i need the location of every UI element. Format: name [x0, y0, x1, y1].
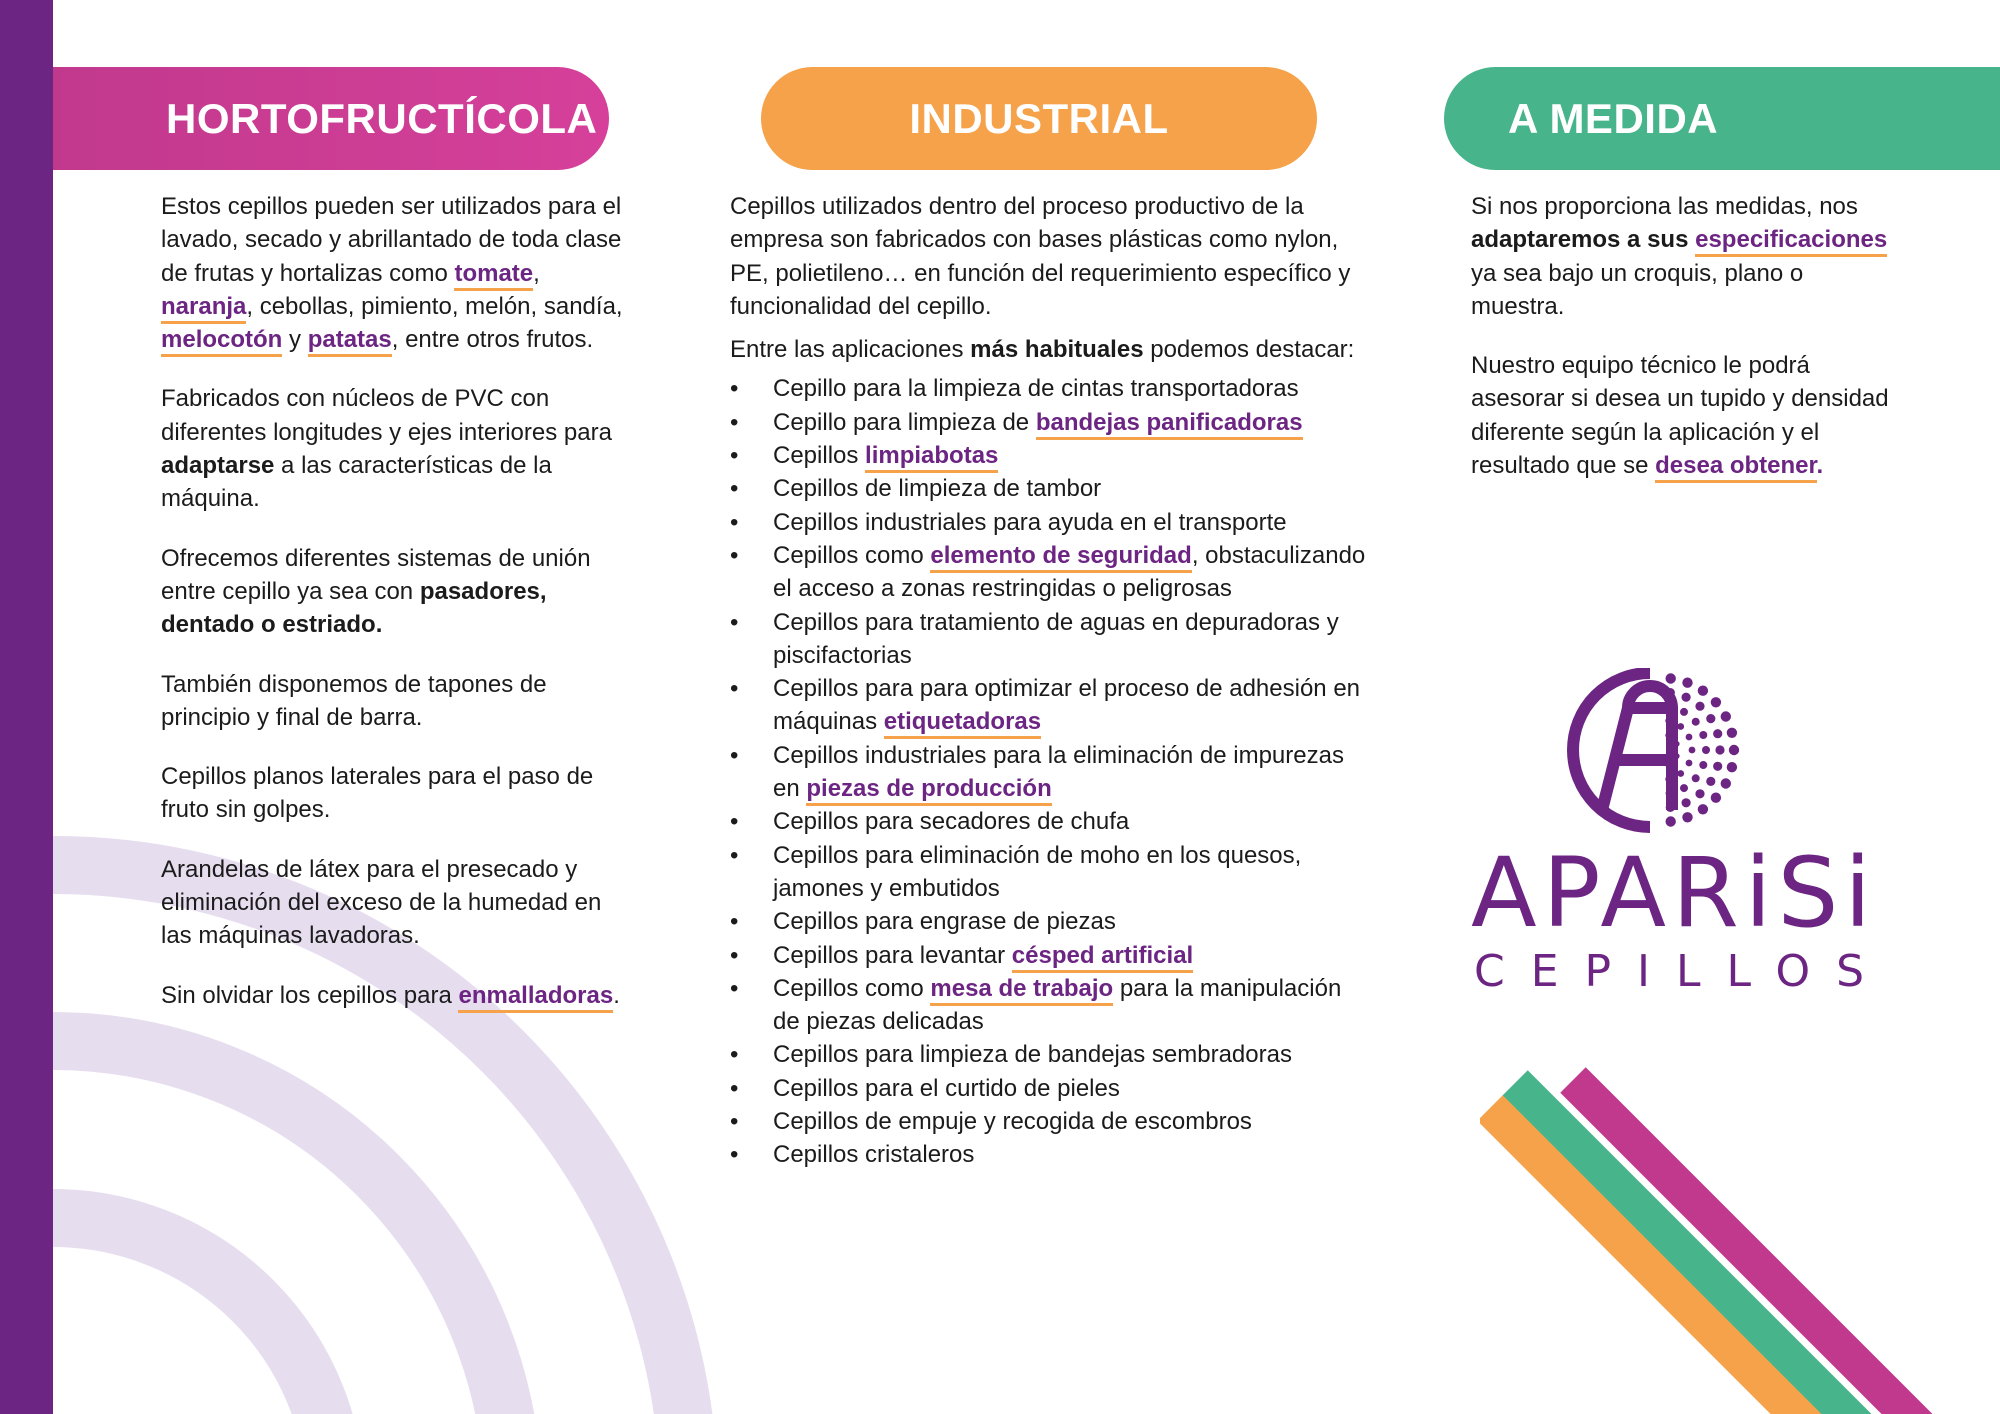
text: , obstaculizando el acceso a zonas restringidas o peligrosas [773, 541, 1366, 603]
highlight-naranja: naranja [161, 293, 246, 324]
text: Sin olvidar los cepillos para [161, 981, 459, 1009]
list-item [730, 672, 1370, 739]
paragraph-enmalladoras [161, 979, 631, 1012]
logo-dot [1715, 745, 1724, 754]
logo-dot [1695, 789, 1704, 798]
highlight-piezas-de-produccion: piezas de producción [806, 775, 1051, 806]
paragraph-usos [161, 190, 631, 356]
list-item: • Cepillos de empuje y recogida de escombros [730, 1105, 1370, 1138]
logo-dot [1665, 717, 1672, 724]
highlight-mesa-de-trabajo: mesa de trabajo [930, 975, 1113, 1006]
logo-dot [1729, 745, 1739, 755]
logo-dot [1682, 798, 1691, 807]
paragraph-fabricados [161, 382, 631, 515]
list-item: • Cepillo para la limpieza de cintas transportadoras [730, 372, 1370, 405]
highlight-enmalladoras: enmalladoras [458, 982, 613, 1013]
header-a-medida [1444, 67, 2000, 170]
list-item: • Cepillos para limpieza de bandejas sembradoras [730, 1038, 1370, 1071]
logo-dot [1711, 793, 1721, 803]
highlight-bandejas-panificadoras: bandejas panificadoras [1036, 409, 1303, 440]
logo-dot [1666, 803, 1675, 812]
text: podemos destacar: [1143, 336, 1355, 364]
list-item: • Cepillos para eliminación de moho en los quesos, jamones y embutidos [730, 839, 1370, 906]
header-industrial [761, 67, 1317, 170]
logo-dot [1699, 731, 1707, 739]
highlight-tomate: tomate [454, 260, 533, 291]
logo-dot [1686, 760, 1693, 767]
bold-adaptaremos: adaptaremos a sus [1471, 226, 1689, 254]
logo-dot [1666, 816, 1676, 826]
text: Si nos proporciona las medidas, nos [1471, 193, 1858, 220]
list-item [730, 406, 1370, 439]
logo-dot [1680, 708, 1688, 716]
text: . [1816, 452, 1824, 480]
letter-a-dotted-circle-icon [1460, 668, 1860, 833]
logo-dot [1682, 693, 1691, 702]
list-item: • Cepillos de limpieza de tambor [730, 472, 1370, 505]
text: Estos cepillos pueden ser utilizados para el lavado, secado y abrillantado de toda clase de frutas y hortalizas como [161, 193, 622, 287]
text: . [613, 981, 620, 1009]
text: Cepillo para limpieza de [773, 408, 1036, 436]
logo-dot [1713, 729, 1722, 738]
text: a las características de la máquina. [161, 452, 552, 513]
text: Cepillos como [773, 974, 931, 1002]
list-item [730, 939, 1370, 972]
paragraph-intro: Cepillos utilizados dentro del proceso productivo de la empresa son fabricados con bases plásticas como nylon, PE, polietileno… en función del requerimiento específico y funcionalidad del cepillo. [730, 193, 1351, 320]
bold-pasadores: pasadores, dentado o estriado. [161, 577, 547, 639]
text: Entre las aplicaciones [730, 336, 971, 364]
header-hortofruticola [53, 67, 609, 170]
text: Cepillos [773, 442, 866, 470]
decorative-stripes [1480, 1060, 2000, 1414]
header-a-medida-label: A MEDIDA [1508, 94, 1719, 142]
text: , [533, 259, 540, 287]
list-item: • Cepillos para tratamiento de aguas en depuradoras y piscifactorias [730, 606, 1370, 673]
logo-dot [1665, 732, 1671, 738]
logo-dot [1706, 714, 1715, 723]
paragraph-sistemas-union [161, 542, 631, 642]
logo-dot [1692, 774, 1700, 782]
text: Cepillos como [773, 541, 931, 569]
list-item: • Cepillos cristaleros [730, 1138, 1370, 1171]
list-item [730, 739, 1370, 806]
list-item: • Cepillos para el curtido de pieles [730, 1072, 1370, 1105]
logo-dot [1665, 776, 1672, 783]
paragraph-medidas [1471, 190, 1891, 323]
list-item [730, 972, 1370, 1039]
logo-dot [1721, 778, 1731, 788]
logo-dot [1711, 697, 1721, 707]
text: Cepillos para para optimizar el proceso de adhesión en máquinas [773, 675, 1361, 736]
column-a-medida [1471, 190, 1891, 508]
logo-subtitle: CEPILLOS [1474, 946, 1891, 997]
logo-dot [1689, 747, 1696, 754]
header-industrial-label: INDUSTRIAL [909, 94, 1169, 142]
logo-dot [1677, 770, 1684, 777]
bold-adaptarse: adaptarse [161, 452, 275, 480]
column-industrial [730, 190, 1370, 1172]
logo-dot [1666, 703, 1674, 711]
highlight-limpiabotas: limpiabotas [865, 442, 998, 473]
paragraph-arandelas: Arandelas de látex para el presecado y eliminación del exceso de la humedad en las máquinas lavadoras. [161, 855, 602, 950]
highlight-elemento-de-seguridad: elemento de seguridad [930, 542, 1191, 573]
text: , cebollas, pimiento, melón, sandía, [246, 292, 623, 320]
logo-dot [1680, 784, 1688, 792]
text: para la manipulación de piezas delicadas [773, 974, 1342, 1036]
logo-dot [1666, 688, 1675, 697]
logo-dot [1677, 723, 1684, 730]
list-item: • Cepillos para engrase de piezas [730, 905, 1370, 938]
logo-dot [1699, 761, 1707, 769]
logo-dot [1713, 762, 1722, 771]
list-item: • Cepillos industriales para ayuda en el transporte [730, 506, 1370, 539]
paragraph-planos-laterales: Cepillos planos laterales para el paso de fruto sin golpes. [161, 763, 594, 824]
highlight-especificaciones: especificaciones [1695, 226, 1887, 257]
column-hortofruticola [161, 190, 631, 1038]
logo-dot [1682, 812, 1692, 822]
logo-dot [1666, 789, 1674, 797]
list-item: • Cepillos para secadores de chufa [730, 805, 1370, 838]
logo-dot [1674, 753, 1680, 759]
list-item [730, 539, 1370, 606]
text: ya sea bajo un croquis, plano o muestra. [1471, 259, 1804, 320]
highlight-cesped-artificial: césped artificial [1012, 942, 1193, 973]
highlight-patatas: patatas [308, 326, 392, 357]
logo-dot [1698, 804, 1708, 814]
logo-dot [1692, 718, 1700, 726]
highlight-melocoton: melocotón [161, 326, 282, 357]
logo-dot [1686, 734, 1693, 741]
list-item [730, 439, 1370, 472]
logo-dot [1665, 762, 1671, 768]
logo-dot [1702, 746, 1710, 754]
logo-dot [1695, 702, 1704, 711]
paragraph-equipo-tecnico [1471, 349, 1891, 482]
text: Cepillos para levantar [773, 941, 1012, 969]
logo-dot [1706, 777, 1715, 786]
text: Fabricados con núcleos de PVC con diferentes longitudes y ejes interiores para [161, 385, 612, 446]
highlight-etiquetadoras: etiquetadoras [884, 708, 1041, 739]
logo-dot [1727, 728, 1737, 738]
logo-dot [1674, 741, 1680, 747]
paragraph-tapones: También disponemos de tapones de principio y final de barra. [161, 670, 547, 731]
text: y [282, 326, 308, 354]
header-hortofruticola-label: HORTOFRUCTÍCOLA [166, 94, 598, 142]
text: Ofrecemos diferentes sistemas de unión entre cepillo ya sea con [161, 544, 591, 605]
logo-dot [1682, 678, 1692, 688]
bold-mas-habituales: más habituales [970, 336, 1144, 364]
logo-dot [1727, 762, 1737, 772]
paragraph-lead [730, 333, 1370, 366]
text: Cepillos industriales para la eliminación de impurezas en [773, 741, 1344, 803]
logo-dot [1698, 686, 1708, 696]
text: Nuestro equipo técnico le podrá asesorar si desea un tupido y densidad diferente según la aplicación y el resultado que se [1471, 352, 1889, 480]
highlight-desea-obtener: desea obtener [1655, 452, 1816, 483]
logo-dot [1721, 711, 1731, 721]
applications-list [730, 372, 1370, 1171]
text: , entre otros frutos. [391, 326, 594, 354]
logo-dot [1666, 673, 1676, 683]
logo-wordmark: APARiSi [1471, 837, 1878, 949]
